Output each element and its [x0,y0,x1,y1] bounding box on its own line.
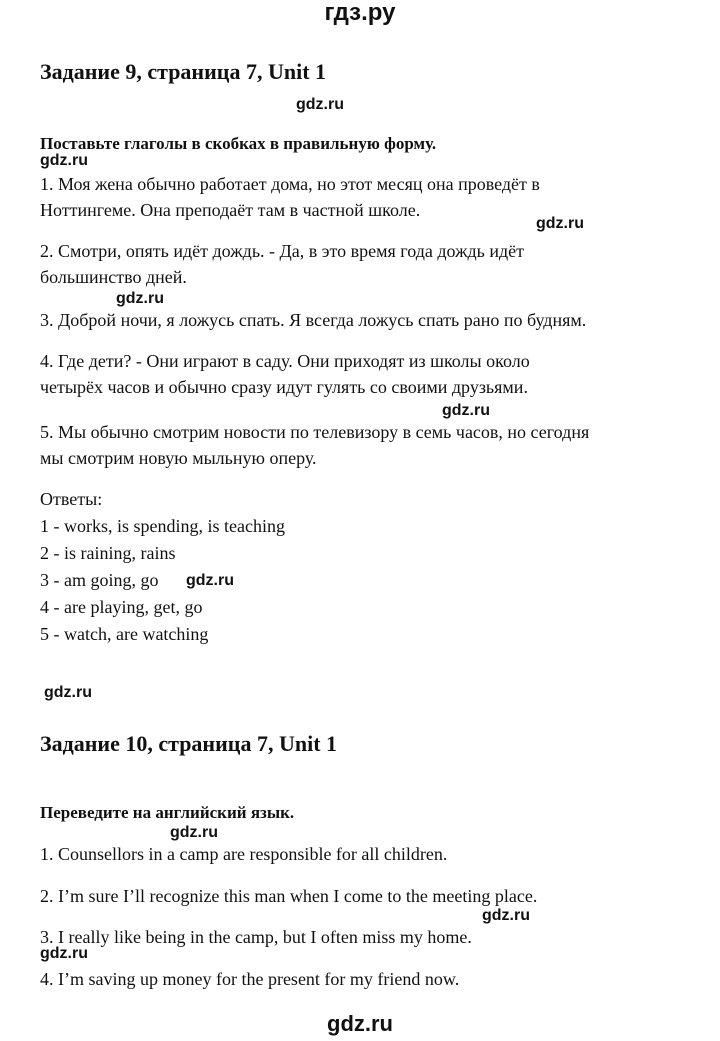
task10-sentence-3: 3. I really like being in the camp, but I often miss my home. [40,927,472,947]
answer-5: 5 - watch, are watching [40,624,209,644]
site-footer: gdz.ru [327,1011,393,1036]
task9-sentence-2-line-2: большинство дней. [40,267,187,287]
task9-sentence-5-line-2: мы смотрим новую мыльную оперу. [40,448,317,468]
task9-sentence-5-line-1: 5. Мы обычно смотрим новости по телевизору в семь часов, но сегодня [40,422,590,442]
watermark: gdz.ru [536,215,584,232]
task9-sentence-4-line-2: четырёх часов и обычно сразу идут гулять со своими друзьями. [40,377,528,397]
site-header: гдз.ру [324,0,396,26]
task10-sentence-4: 4. I’m saving up money for the present for my friend now. [40,969,460,989]
task9-sentence-1-line-1: 1. Моя жена обычно работает дома, но этот месяц она проведёт в [40,174,540,194]
watermark: gdz.ru [40,945,88,962]
watermark: gdz.ru [44,684,92,701]
task9-sentence-1-line-2: Ноттингеме. Она преподаёт там в частной школе. [40,200,421,220]
answer-2: 2 - is raining, rains [40,543,176,563]
watermark: gdz.ru [442,402,490,419]
answers-label: Ответы: [40,489,103,509]
watermark: gdz.ru [116,290,164,307]
answer-1: 1 - works, is spending, is teaching [40,516,285,536]
watermark: gdz.ru [296,96,344,113]
task9-title: Задание 9, страница 7, Unit 1 [40,59,327,84]
watermark: gdz.ru [186,572,234,589]
watermark: gdz.ru [482,907,530,924]
watermark: gdz.ru [40,152,88,169]
task10-title: Задание 10, страница 7, Unit 1 [40,731,338,756]
task10-sentence-1: 1. Counsellors in a camp are responsible for all children. [40,844,448,864]
answer-4: 4 - are playing, get, go [40,597,203,617]
task9-sentence-2-line-1: 2. Смотри, опять идёт дождь. - Да, в это время года дождь идёт [40,241,525,261]
task10-sentence-2: 2. I’m sure I’ll recognize this man when I come to the meeting place. [40,886,538,906]
task9-sentence-3: 3. Доброй ночи, я ложусь спать. Я всегда ложусь спать рано по будням. [40,310,587,330]
watermark: gdz.ru [170,824,218,841]
task10-instruction: Переведите на английский язык. [40,803,295,822]
task9-instruction: Поставьте глаголы в скобках в правильную форму. [40,134,437,153]
answer-3: 3 - am going, go [40,570,159,590]
task9-sentence-4-line-1: 4. Где дети? - Они играют в саду. Они приходят из школы около [40,351,530,371]
